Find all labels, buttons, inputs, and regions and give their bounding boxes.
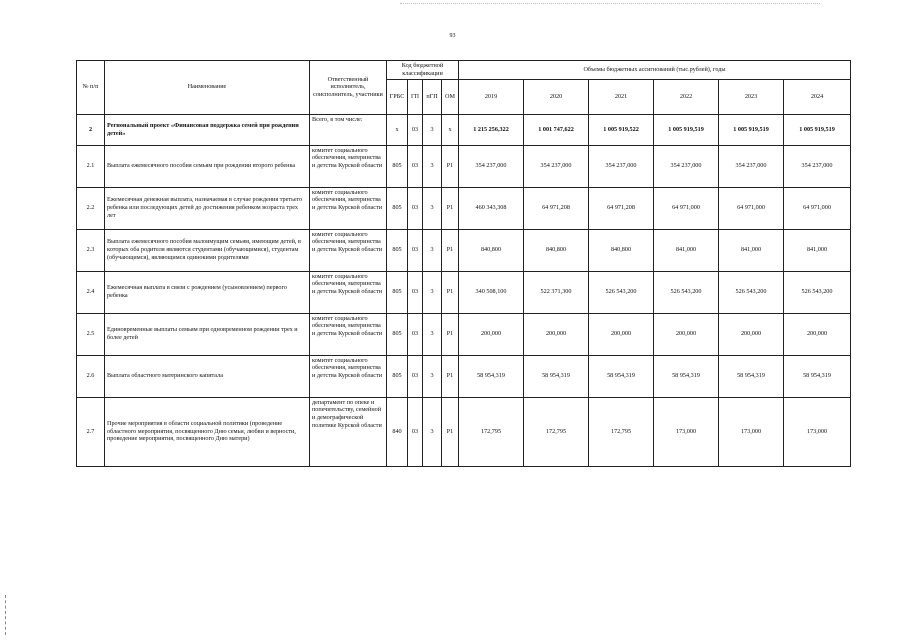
- row-value-2023: 200,000: [719, 313, 784, 355]
- table-row: [77, 187, 851, 229]
- header-year-2: 2021: [589, 79, 654, 114]
- row-value-2022: 200,000: [654, 313, 719, 355]
- row-pgp: 3: [423, 313, 442, 355]
- header-year-1: 2020: [524, 79, 589, 114]
- row-gp: 03: [408, 114, 423, 145]
- row-value-2019: 172,795: [459, 397, 524, 466]
- header-year-4: 2023: [719, 79, 784, 114]
- row-pgp: 3: [423, 114, 442, 145]
- row-value-2019: 460 343,308: [459, 187, 524, 229]
- row-value-2019: 1 215 256,322: [459, 114, 524, 145]
- row-om: Р1: [442, 229, 459, 271]
- row-pgp: 3: [423, 355, 442, 397]
- row-name: Ежемесячная выплата в связи с рождением (усыновлением) первого ребенка: [105, 271, 310, 313]
- row-om: Р1: [442, 145, 459, 187]
- row-responsible: комитет социального обеспечения, материнства и детства Курской области: [310, 355, 387, 397]
- row-gp: 03: [408, 271, 423, 313]
- row-value-2024: 526 543,200: [784, 271, 851, 313]
- row-value-2020: 172,795: [524, 397, 589, 466]
- row-value-2024: 173,000: [784, 397, 851, 466]
- header-responsible: Ответственный исполнитель, соисполнитель, участники: [310, 61, 387, 115]
- row-name: Выплата ежемесячного пособия малоимущим семьям, имеющим детей, в которых оба родителя являются студентами (обучающимися), студентам (обучающимся), являющимся одинокими родителями: [105, 229, 310, 271]
- row-number: 2: [77, 114, 105, 145]
- row-value-2021: 840,800: [589, 229, 654, 271]
- row-value-2022: 841,000: [654, 229, 719, 271]
- row-grbs: 805: [387, 187, 408, 229]
- row-number: 2.3: [77, 229, 105, 271]
- row-value-2020: 1 001 747,622: [524, 114, 589, 145]
- row-gp: 03: [408, 187, 423, 229]
- row-responsible: комитет социального обеспечения, материнства и детства Курской области: [310, 187, 387, 229]
- row-value-2023: 173,000: [719, 397, 784, 466]
- row-value-2024: 841,000: [784, 229, 851, 271]
- header-code-group: Код бюджетной классификации: [387, 61, 459, 80]
- row-responsible: комитет социального обеспечения, материнства и детства Курской области: [310, 229, 387, 271]
- row-grbs: 805: [387, 355, 408, 397]
- row-number: 2.6: [77, 355, 105, 397]
- row-grbs: 805: [387, 229, 408, 271]
- row-pgp: 3: [423, 187, 442, 229]
- budget-table: [76, 60, 851, 467]
- row-value-2022: 1 005 919,519: [654, 114, 719, 145]
- row-value-2024: 354 237,000: [784, 145, 851, 187]
- header-code-2: пГП: [423, 79, 442, 114]
- table-row: [77, 313, 851, 355]
- row-name: Прочие мероприятия в области социальной политики (проведение областного мероприятия, посвященного Дню семьи, любви и верности, проведение мероприятия, посвященного Дню матери): [105, 397, 310, 466]
- row-value-2022: 64 971,000: [654, 187, 719, 229]
- row-grbs: 805: [387, 313, 408, 355]
- scan-edge-mark: [5, 595, 7, 635]
- row-value-2021: 526 543,200: [589, 271, 654, 313]
- row-value-2024: 64 971,000: [784, 187, 851, 229]
- table-row: [77, 114, 851, 145]
- row-om: х: [442, 114, 459, 145]
- row-responsible: комитет социального обеспечения, материнства и детства Курской области: [310, 145, 387, 187]
- row-value-2019: 354 237,000: [459, 145, 524, 187]
- row-pgp: 3: [423, 397, 442, 466]
- top-scan-line: [400, 3, 820, 4]
- header-name: Наименование: [105, 61, 310, 115]
- row-pgp: 3: [423, 145, 442, 187]
- row-value-2021: 200,000: [589, 313, 654, 355]
- row-responsible: департамент по опеке и попечительству, семейной и демографической политике Курской области: [310, 397, 387, 466]
- header-year-3: 2022: [654, 79, 719, 114]
- row-grbs: х: [387, 114, 408, 145]
- row-value-2023: 354 237,000: [719, 145, 784, 187]
- header-code-3: ОМ: [442, 79, 459, 114]
- table-row: [77, 397, 851, 466]
- row-name: Выплата областного материнского капитала: [105, 355, 310, 397]
- header-year-5: 2024: [784, 79, 851, 114]
- row-value-2022: 354 237,000: [654, 145, 719, 187]
- row-number: 2.4: [77, 271, 105, 313]
- row-value-2020: 64 971,208: [524, 187, 589, 229]
- header-code-0: ГРБС: [387, 79, 408, 114]
- row-value-2021: 172,795: [589, 397, 654, 466]
- row-number: 2.7: [77, 397, 105, 466]
- row-gp: 03: [408, 145, 423, 187]
- row-name: Единовременные выплаты семьям при одновременном рождении трех и более детей: [105, 313, 310, 355]
- row-value-2020: 200,000: [524, 313, 589, 355]
- row-value-2023: 64 971,000: [719, 187, 784, 229]
- row-value-2020: 58 954,319: [524, 355, 589, 397]
- row-name: Выплата ежемесячного пособия семьям при рождении второго ребенка: [105, 145, 310, 187]
- row-om: Р1: [442, 355, 459, 397]
- row-om: Р1: [442, 397, 459, 466]
- header-volumes-group: Объемы бюджетных ассигнований (тыс.рублей), годы: [459, 61, 851, 80]
- row-value-2021: 354 237,000: [589, 145, 654, 187]
- row-value-2024: 58 954,319: [784, 355, 851, 397]
- row-gp: 03: [408, 313, 423, 355]
- header-year-0: 2019: [459, 79, 524, 114]
- row-pgp: 3: [423, 229, 442, 271]
- row-name: Ежемесячная денежная выплата, назначаемая в случае рождения третьего ребенка или последующих детей до достижения ребенком возраста трех лет: [105, 187, 310, 229]
- row-responsible: комитет социального обеспечения, материнства и детства Курской области: [310, 271, 387, 313]
- row-name: Региональный проект «Финансовая поддержка семей при рождении детей»: [105, 114, 310, 145]
- row-value-2022: 58 954,319: [654, 355, 719, 397]
- row-value-2019: 840,800: [459, 229, 524, 271]
- header-code-1: ГП: [408, 79, 423, 114]
- row-value-2019: 58 954,319: [459, 355, 524, 397]
- row-om: Р1: [442, 187, 459, 229]
- row-value-2020: 354 237,000: [524, 145, 589, 187]
- table-row: [77, 271, 851, 313]
- row-responsible: комитет социального обеспечения, материнства и детства Курской области: [310, 313, 387, 355]
- row-pgp: 3: [423, 271, 442, 313]
- row-number: 2.5: [77, 313, 105, 355]
- table-row: [77, 229, 851, 271]
- row-value-2023: 1 005 919,519: [719, 114, 784, 145]
- row-value-2022: 173,000: [654, 397, 719, 466]
- row-grbs: 805: [387, 271, 408, 313]
- row-value-2021: 58 954,319: [589, 355, 654, 397]
- row-value-2022: 526 543,200: [654, 271, 719, 313]
- row-gp: 03: [408, 397, 423, 466]
- row-om: Р1: [442, 313, 459, 355]
- row-value-2020: 840,800: [524, 229, 589, 271]
- table-row: [77, 145, 851, 187]
- page-number: 93: [449, 33, 456, 39]
- table-row: [77, 355, 851, 397]
- row-responsible: Всего, в том числе:: [310, 114, 387, 145]
- row-value-2021: 64 971,208: [589, 187, 654, 229]
- row-gp: 03: [408, 355, 423, 397]
- row-value-2021: 1 005 919,522: [589, 114, 654, 145]
- row-om: Р1: [442, 271, 459, 313]
- row-value-2019: 200,000: [459, 313, 524, 355]
- row-grbs: 840: [387, 397, 408, 466]
- row-value-2023: 58 954,319: [719, 355, 784, 397]
- row-grbs: 805: [387, 145, 408, 187]
- row-value-2020: 522 371,300: [524, 271, 589, 313]
- row-number: 2.1: [77, 145, 105, 187]
- row-value-2024: 1 005 919,519: [784, 114, 851, 145]
- row-value-2024: 200,000: [784, 313, 851, 355]
- row-value-2019: 340 508,100: [459, 271, 524, 313]
- row-value-2023: 841,000: [719, 229, 784, 271]
- row-gp: 03: [408, 229, 423, 271]
- row-number: 2.2: [77, 187, 105, 229]
- row-value-2023: 526 543,200: [719, 271, 784, 313]
- header-num: № п/п: [77, 61, 105, 115]
